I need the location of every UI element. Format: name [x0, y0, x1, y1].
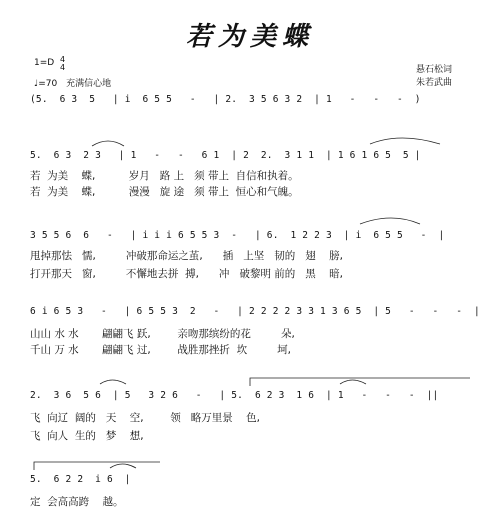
slur — [92, 141, 124, 146]
song-title: 若为美蝶 — [185, 22, 314, 52]
slur — [360, 218, 420, 224]
system-5-lyric-2: 飞 向人 生的 梦 想, — [30, 430, 144, 442]
volta-bracket-1 — [250, 378, 470, 386]
lyricist-credit: 悬石松词 — [415, 65, 452, 75]
system-4-notes: 6 i 6 5 3 - | 6 5 5 3 2 - | 2 2 2 2 3 3 1 3 6 5 | 5 - - - | — [30, 306, 480, 317]
system-1-notes: (5. 6 3 5 | i 6 5 5 - | 2. 3 5 6 3 2 | 1 - - - ) — [30, 94, 421, 105]
system-6-notes: 5. 6 2 2 i 6 | — [30, 474, 131, 485]
volta-bracket-2 — [34, 462, 160, 470]
system-5-notes: 2. 3 6 5 6 | 5 3 2 6 - | 5. 6 2 3 1 6 | 1 - - - || — [30, 390, 439, 401]
key-signature: 1=D — [34, 58, 55, 68]
time-signature-top: 4 — [60, 55, 66, 64]
system-3-lyric-2: 打开那天 窗, 不懈地去拼 搏, 冲 破黎明 前的 黑 暗, — [30, 268, 343, 280]
system-6-lyric-1: 定 会高高跨 越。 — [30, 496, 124, 508]
system-2-lyric-2: 若 为美 蝶, 漫漫 旋 途 须 带上 恒心和气魄。 — [30, 186, 299, 198]
system-2-notes: 5. 6 3 2 3 | 1 - - 6 1 | 2 2. 3 1 1 | 1 6 1 6 5 5 | — [30, 150, 421, 161]
system-2-lyric-1: 若 为美 蝶, 岁月 路 上 须 带上 自信和执着。 — [30, 170, 299, 182]
slur — [370, 138, 440, 144]
time-signature-bottom: 4 — [60, 63, 66, 72]
tempo-expression: 充满信心地 — [66, 79, 112, 89]
system-5-lyric-1: 飞 向辽 阔的 天 空, 领 略万里景 色, — [30, 412, 260, 424]
composer-credit: 朱若武曲 — [415, 78, 452, 88]
slur — [340, 380, 366, 384]
system-4-lyric-2: 千山 万 水 翩翩飞 过, 战胜那挫折 坎 坷, — [30, 344, 291, 356]
tempo-value: ♩=70 — [34, 79, 58, 89]
system-4-lyric-1: 山山 水 水 翩翩飞 跃, 亲吻那缤纷的花 朵, — [30, 328, 295, 340]
system-3-notes: 3 5 5 6 6 - | i i i 6 5 5 3 - | 6. 1 2 2 3 | i 6 5 5 - | — [30, 230, 445, 241]
slur — [110, 464, 136, 468]
slur — [100, 380, 126, 384]
system-3-lyric-1: 甩掉那怯 懦, 冲破那命运之茧, 插 上坚 韧的 翅 膀, — [30, 250, 343, 262]
